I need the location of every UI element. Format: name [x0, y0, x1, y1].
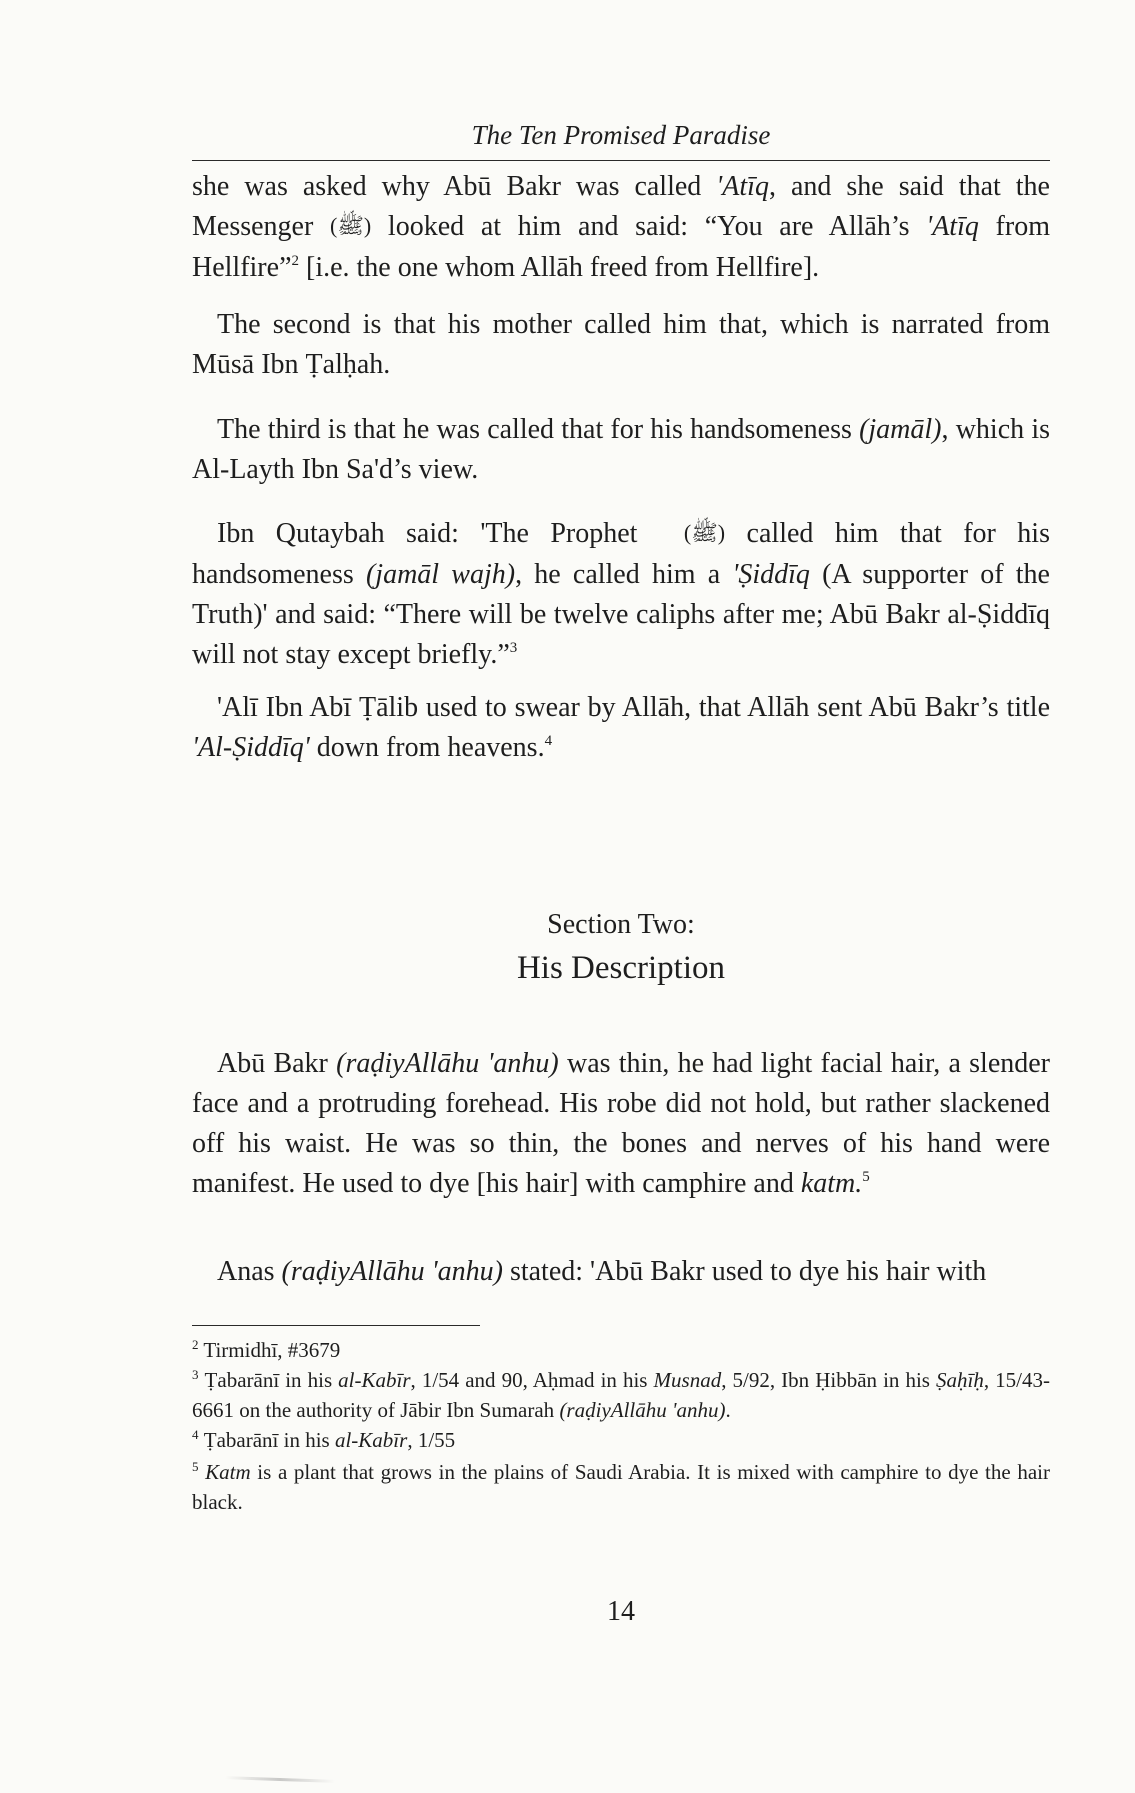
paragraph-third: The third is that he was called that for his handsomeness (jamāl), which is Al-Layth Ibn Sa'd’s view. [192, 414, 1051, 485]
footnote-ref-3: 3 [509, 640, 518, 656]
salawat-glyph: (ﷺ) [683, 520, 726, 545]
salawat-glyph: (ﷺ) [330, 213, 372, 238]
section-number: Section Two: [547, 909, 695, 940]
footnote-ref-4: 4 [544, 733, 553, 749]
paragraph-description: Abū Bakr (raḍiyAllāhu 'anhu) was thin, he had light facial hair, a slender face and a protruding forehead. His robe did not hold, but rather slackened off his waist. He was so thin, the bones and nerves of his hand were manifest. He used to dye [his hair] with camphire and katm.$^5$ [192, 1048, 1051, 1199]
paragraph-atiq: she was asked why Abū Bakr was called 'Atīq, and she said that the Messenger (ﷺ) looked at him and said: “You are Allāh’s 'Atīq from Hellfire”$^2$ [i.e. the one whom Allāh freed from Hellfire]. [192, 171, 1050, 283]
paragraph-ibn-qutaybah: Ibn Qutaybah said: 'The Prophet (ﷺ) called him that for his handsomeness (jamāl wajh), he called him a 'Ṣiddīq (A supporter of the Truth)' and said: “There will be twelve caliphs after me; Abū Bakr al-Ṣiddīq will not stay except briefly.”$^3$ [192, 514, 1050, 675]
header-rule [192, 160, 1050, 161]
footnote-5: $^5$ Katm is a plant that grows in the plains of Saudi Arabia. It is mixed with camphire to dye the hair black. [192, 1459, 1050, 1514]
paragraph-ali: 'Alī Ibn Abī Ṭālib used to swear by Allāh, that Allāh sent Abū Bakr’s title 'Al-Ṣiddīq' down from heavens.$^4$ [192, 692, 1050, 763]
section-heading: His Description [516, 950, 726, 986]
scan-smudge [225, 1776, 335, 1783]
paragraph-anas: Anas (raḍiyAllāhu 'anhu) stated: 'Abū Bakr used to dye his hair with [217, 1256, 987, 1287]
running-title: The Ten Promised Paradise [471, 120, 771, 150]
paragraph-second: The second is that his mother called him that, which is narrated from Mūsā Ibn Ṭalḥah. [192, 309, 1050, 380]
page-number: 14 [607, 1596, 635, 1627]
footnote-4: $^4$ Ṭabarānī in his al-Kabīr, 1/55 [192, 1427, 456, 1452]
footnote-rule [192, 1325, 480, 1326]
footnote-ref-5: 5 [862, 1169, 870, 1185]
footnote-2: $^2$ Tirmidhī, #3679 [192, 1337, 341, 1362]
footnote-ref-2: 2 [291, 253, 299, 269]
footnote-3: $^3$ Ṭabarānī in his al-Kabīr, 1/54 and 90, Aḥmad in his Musnad, 5/92, Ibn Ḥibbān in his Ṣaḥīḥ, 15/43-6661 on the authority of Jābir Ibn Sumarah (raḍiyAllāhu 'anhu). [192, 1367, 1051, 1422]
